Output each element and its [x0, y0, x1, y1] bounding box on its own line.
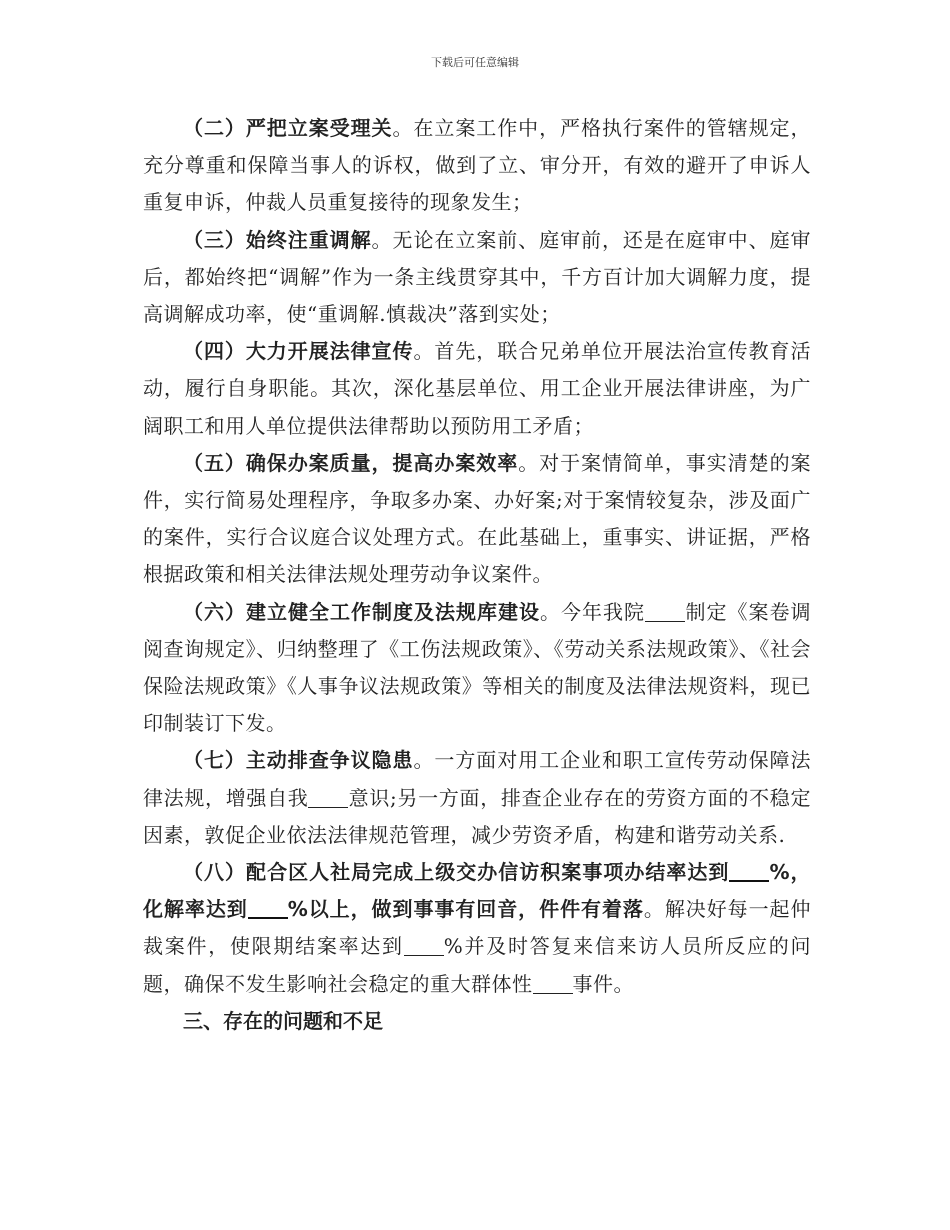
paragraph-text: 。解决好每一起仲裁案件，使限期结案率达到	[143, 897, 812, 959]
section-heading: 三、存在的问题和不足	[183, 1008, 383, 1033]
paragraph-text: 。无论在立案前、庭审前，还是在庭审中、庭审后，都始终把“调解”作为一条主线贯穿其中，千方百计加大调解力度，提高调解成功率，使“重调解.慎裁决”落到实处；	[143, 227, 812, 327]
paragraph-label: （三）始终注重调解	[183, 227, 372, 252]
paragraph-2	[143, 110, 811, 222]
paragraph-text: 。首先，联合兄弟单位开展法治宣传教育活动，履行自身职能。其次，深化基层单位、用工企业开展法律讲座，为广阔职工和用人单位提供法律帮助以预防用工矛盾；	[143, 339, 812, 438]
paragraph-text: 。一方面对用工企业和职工宣传劳动保障法律法规，增强自我	[143, 748, 812, 810]
paragraph-label: （四）大力开展法律宣传	[183, 339, 414, 364]
paragraph-text: 。在立案工作中，严格执行案件的管辖规定，充分尊重和保障当事人的诉权，做到了立、审分开，有效的避开了申诉人重复申诉，仲裁人员重复接待的现象发生；	[143, 116, 812, 215]
paragraph-text: 。今年我院	[540, 599, 645, 624]
fill-blank	[404, 935, 444, 956]
paragraph-text: %并及时答复来信来访人员所反应的问题，确保不发生影响社会稳定的重大群体性	[143, 934, 811, 996]
paragraph-label: （七）主动排查争议隐患	[183, 748, 414, 773]
paragraph-label: （五）确保办案质量，提高办案效率	[183, 450, 519, 475]
paragraph-bold-text: %，化解率达到	[143, 860, 811, 922]
paragraph-bold-text: %以上，做到事事有回音，件件有着落	[287, 897, 644, 922]
paragraph-5	[143, 445, 811, 594]
paragraph-3	[143, 222, 811, 334]
paragraph-8	[143, 854, 811, 1003]
paragraph-7	[143, 742, 811, 854]
header-note: 下载后可任意编辑	[431, 56, 519, 69]
paragraph-4	[143, 333, 811, 445]
fill-blank	[729, 860, 769, 882]
paragraph-bold-text: （八）配合区人社局完成上级交办信访积案事项办结率达到	[183, 860, 730, 885]
paragraph-text: 制定《案卷调阅查询规定》、归纳整理了《工伤法规政策》、《劳动关系法规政策》、《社会保险法规政策》《人事争议法规政策》等相关的制度及法律法规资料，现已印制装订下发。	[143, 599, 811, 736]
paragraph-label: （六）建立健全工作制度及法规库建设	[183, 599, 540, 624]
paragraph-6	[143, 594, 811, 743]
paragraph-text: 事件。	[572, 971, 634, 996]
fill-blank	[645, 601, 685, 622]
fill-blank	[248, 897, 288, 919]
paragraph-text: 意识;另一方面，排查企业存在的劳资方面的不稳定因素，敦促企业依法法律规范管理，减少劳资矛盾，构建和谐劳动关系.	[143, 785, 811, 847]
paragraph-text: 。对于案情简单，事实清楚的案件，实行简易处理程序，争取多办案、办好案;对于案情较复杂，涉及面广的案件，实行合议庭合议处理方式。在此基础上，重事实、讲证据，严格根据政策和相关法律法规处理劳动争议案件。	[143, 450, 812, 587]
paragraph-label: （二）严把立案受理关	[183, 116, 393, 140]
document-body	[143, 110, 811, 1040]
fill-blank	[308, 787, 348, 808]
fill-blank	[533, 973, 573, 994]
